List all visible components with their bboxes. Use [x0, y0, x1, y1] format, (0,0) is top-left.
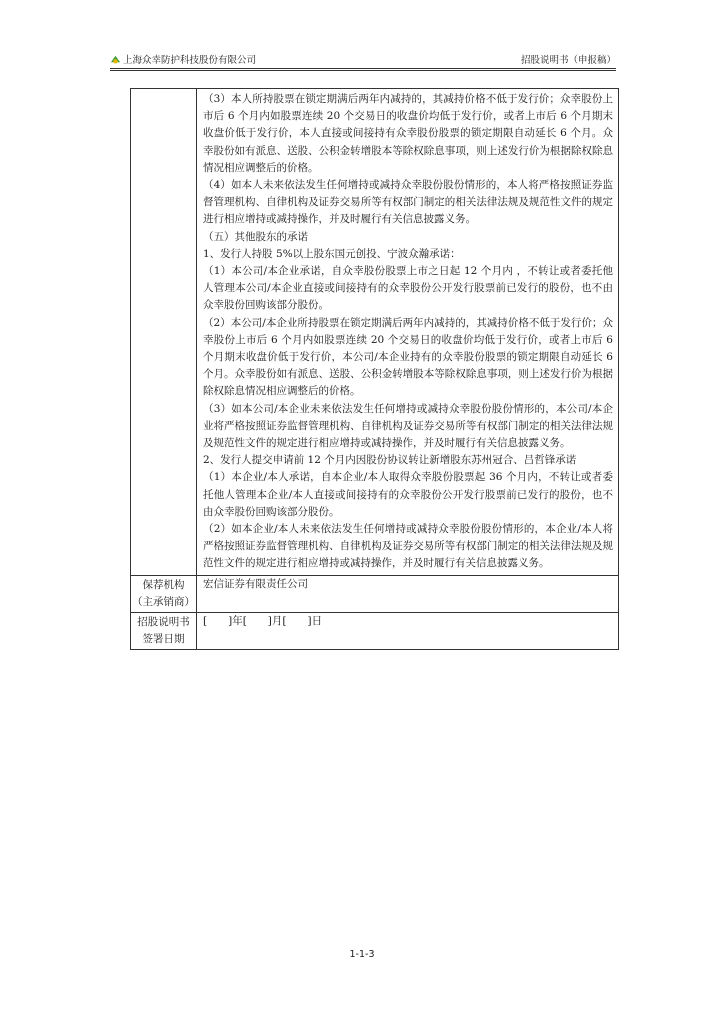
sign-date-label-line1: 招股说明书 — [137, 615, 190, 628]
page-number: 1-1-3 — [349, 949, 375, 960]
sign-date-value: [ ]年[ ]月[ ]日 — [197, 612, 619, 649]
paragraph: （2）本公司/本企业所持股票在锁定期满后两年内减持的，其减持价格不低于发行价；众幸股份上市后 6 个月内如股票连续 20 个交易日的收盘价均低于发行价，或者上市后 6 个月期末收盘价低于发行价，本公司/本企业持有的众幸股份股票的锁定期限自动延长 6 个月。众幸股份如有派息、送股、公积金转增股本等除权除息事项，则上述发行价为根据除权除息情况相应调整后的价格。 — [203, 316, 613, 398]
commitment-content — [197, 89, 619, 576]
table-row-sign-date — [131, 612, 619, 649]
paragraph: 2、发行人提交申请前 12 个月内因股份协议转让新增股东苏州冠合、吕哲锋承诺 — [203, 454, 577, 467]
sponsor-label — [131, 575, 197, 612]
commitment-table — [130, 88, 619, 650]
empty-label-cell — [131, 89, 197, 576]
sponsor-label-line2: （主承销商） — [132, 595, 195, 608]
header-doc-title: 招股说明书（申报稿） — [520, 55, 616, 66]
company-logo-icon — [110, 54, 121, 65]
sign-date-label-line2: 签署日期 — [142, 632, 185, 645]
paragraph: （五）其他股东的承诺 — [203, 230, 308, 243]
table-row-sponsor — [131, 575, 619, 612]
sign-date-label — [131, 612, 197, 649]
paragraph: 1、发行人持股 5%以上股东国元创投、宁波众瀚承诺： — [203, 247, 461, 260]
page-header — [110, 50, 616, 68]
paragraph: （3）本人所持股票在锁定期满后两年内减持的，其减持价格不低于发行价；众幸股份上市后 6 个月内如股票连续 20 个交易日的收盘价均低于发行价，或者上市后 6 个月期末收盘价低于发行价，本人直接或间接持有众幸股份股票的锁定期限自动延长 6 个月。众幸股份如有派息、送股、公积金转增股本等除权除息事项，则上述发行价为根据除权除息情况相应调整后的价格。 — [203, 93, 613, 174]
paragraph: （1）本企业/本人承诺，自本企业/本人取得众幸股份股票起 36 个月内，不转让或者委托他人管理本企业/本人直接或间接持有的众幸股份公开发行股票前已发行的股份，也不由众幸股份回购该部分股份。 — [203, 471, 613, 518]
paragraph: （4）如本人未来依法发生任何增持或减持众幸股份股份情形的，本人将严格按照证券监督管理机构、自律机构及证券交易所等有权部门制定的相关法律法规及规范性文件的规定进行相应增持或减持操作，并及时履行有关信息披露义务。 — [203, 179, 613, 226]
header-divider — [110, 68, 616, 71]
paragraph: （1）本公司/本企业承诺，自众幸股份股票上市之日起 12 个月内 ，不转让或者委托他人管理本公司/本企业直接或间接持有的众幸股份公开发行股票前已发行的股份，也不由众幸股份回购该部分股份。 — [203, 265, 613, 312]
paragraph: （3）如本公司/本企业未来依法发生任何增持或减持众幸股份股份情形的，本公司/本企业将严格按照证券监督管理机构、自律机构及证券交易所等有权部门制定的相关法律法规及规范性文件的规定进行相应增持或减持操作，并及时履行有关信息披露义务。 — [203, 402, 613, 450]
header-company — [110, 52, 256, 66]
sponsor-label-line1: 保荐机构 — [142, 578, 185, 591]
sponsor-value: 宏信证券有限责任公司 — [197, 575, 619, 612]
header-company-name: 上海众幸防护科技股份有限公司 — [123, 55, 257, 66]
paragraph: （2）如本企业/本人未来依法发生任何增持或减持众幸股份股份情形的，本企业/本人将严格按照证券监督管理机构、自律机构及证券交易所等有权部门制定的相关法律法规及规范性文件的规定进行相应增持或减持操作，并及时履行有关信息披露义务。 — [203, 523, 613, 570]
table-row-commitments — [131, 89, 619, 576]
